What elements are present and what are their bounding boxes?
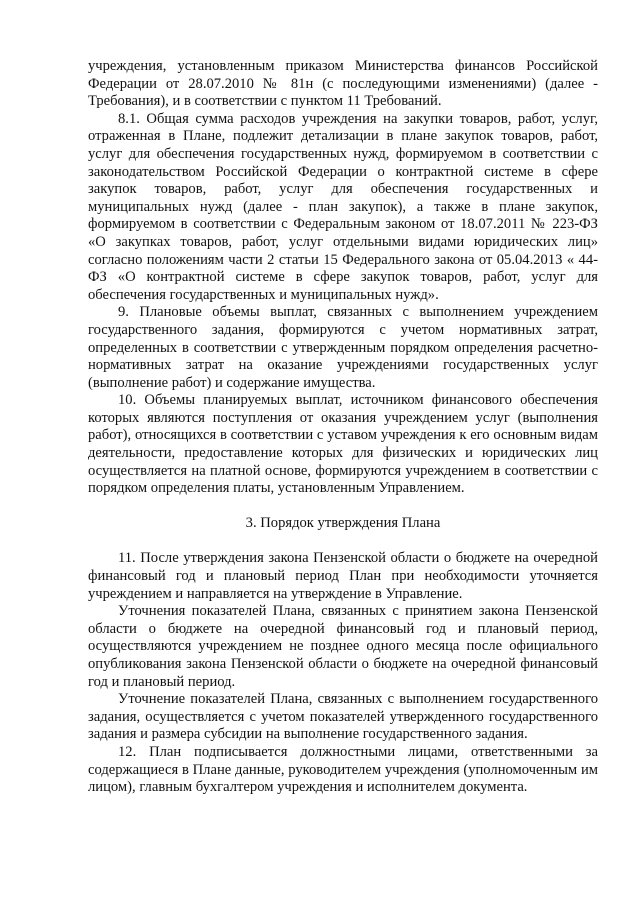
paragraph-continuation: учреждения, установленным приказом Министерства финансов Российской Федерации от 28.07.2010 № 81н (с последующими изменениями) (далее - Требования), и в соответствии с пунктом 11 Требований.: [88, 58, 598, 110]
paragraph-8-1: 8.1. Общая сумма расходов учреждения на закупки товаров, работ, услуг, отраженная в Плане, подлежит детализации в плане закупок товаров, работ, услуг для обеспечения государственных нужд, формируемом в соответствии с законодательством Российской Федерации о контрактной системе в сфере закупок товаров, работ, услуг для обеспечения государственных и муниципальных нужд (далее - план закупок), а также в плане закупок, формируемом в соответствии с Федеральным законом от 18.07.2011 № 223-ФЗ «О закупках товаров, работ, услуг отдельными видами юридических лиц» согласно положениям части 2 статьи 15 Федерального закона от 05.04.2013 « 44-ФЗ «О контрактной системе в сфере закупок товаров, работ, услуг для обеспечения государственных и муниципальных нужд».: [88, 110, 598, 303]
paragraph-12: 12. План подписывается должностными лицами, ответственными за содержащиеся в Плане данные, руководителем учреждения (уполномоченным им лицом), главным бухгалтером учреждения и исполнителем документа.: [88, 743, 598, 796]
section-heading: 3. Порядок утверждения Плана: [245, 514, 441, 531]
paragraph-11: 11. После утверждения закона Пензенской области о бюджете на очередной финансовый год и плановый период План при необходимости уточняется учреждением и направляется на утверждение в Управление.: [88, 550, 598, 602]
paragraph-9: 9. Плановые объемы выплат, связанных с выполнением учреждением государственного задания, формируются с учетом нормативных затрат, определенных в соответствии с утвержденным порядком определения расчетно-нормативных затрат на оказание учреждениями государственных услуг (выполнение работ) и содержание имущества.: [88, 304, 598, 391]
paragraph-10: 10. Объемы планируемых выплат, источником финансового обеспечения которых являются поступления от оказания учреждением услуг (выполнения работ), относящихся в соответствии с уставом учреждения к его основным видам деятельности, предоставление которых для физических и юридических лиц осуществляется на платной основе, формируются учреждением в соответствии с порядком определения платы, установленным Управлением.: [88, 392, 598, 497]
paragraph-clarification-budget: Уточнения показателей Плана, связанных с принятием закона Пензенской области о бюджете на очередной финансовый год и плановый период, осуществляются учреждением не позднее одного месяца после официального опубликования закона Пензенской области о бюджете на очередной финансовый год и плановый период.: [88, 603, 598, 690]
paragraph-clarification-task: Уточнение показателей Плана, связанных с выполнением государственного задания, осуществляется с учетом показателей утвержденного государственного задания и размера субсидии на выполнение государственного задания.: [88, 691, 598, 743]
document-page: [88, 58, 598, 797]
